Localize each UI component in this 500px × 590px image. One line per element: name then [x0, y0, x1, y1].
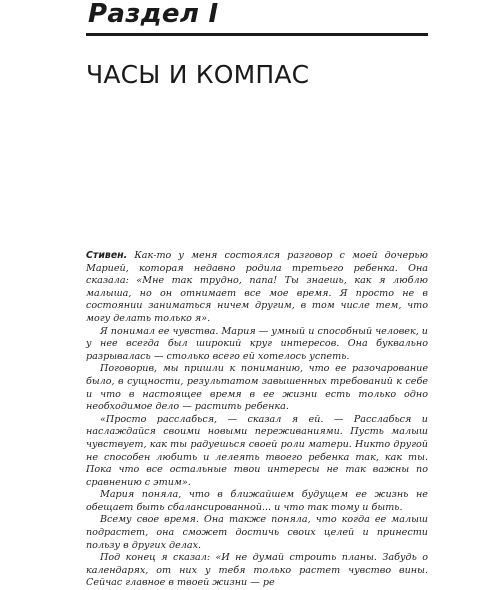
paragraph: Я понимал ее чувства. Мария — умный и способный человек, и у нее всегда был широкий круг интересов. Она буквально разрывалась — столько всего ей хотелось успеть. [86, 325, 428, 362]
paragraph [86, 250, 428, 326]
paragraph: Мария поняла, что в ближайшем будущем ее жизнь не обещает быть сбалансированной... и что так тому и быть. [86, 489, 428, 513]
body-text [86, 250, 428, 590]
paragraph: «Просто расслабься, — сказал я ей. — Расслабься и наслаждайся своими новыми переживаниями. Пусть малыш чувствует, как ты радуешься своей роли матери. Никто другой не способен любить и лелеять твоего ребенка так, как ты. Пока что все остальные твои интересы не так важны по сравнению с этим». [86, 413, 428, 488]
chapter-title: ЧАСЫ И КОМПАС [86, 60, 310, 89]
speaker-name: Стивен. [86, 250, 128, 261]
section-label: Раздел I [88, 0, 219, 29]
section-header [86, 0, 428, 36]
paragraph: Поговорив, мы пришли к пониманию, что ее разочарование было, в сущности, результатом завышенных требований к себе и что в настоящее время в ее жизни есть только одно необходимое дело — растить ребенка. [86, 363, 428, 413]
paragraph-text: Как-то у меня состоялся разговор с моей дочерью Марией, которая недавно родила третьего ребенка. Она сказала: «Мне так трудно, папа! Ты знаешь, как я люблю малыша, но он отнимает все мое время. Я просто не в состоянии заниматься ничем другим, в том числе тем, что могу делать только я». [86, 250, 428, 324]
paragraph: Всему свое время. Она также поняла, что когда ее малыш подрастет, она сможет достичь своих целей и принести пользу в других делах. [86, 514, 428, 551]
paragraph: Под конец я сказал: «И не думай строить планы. Забудь о календарях, от них у тебя только растет чувство вины. Сейчас главное в твоей жизни — ре [86, 552, 428, 589]
